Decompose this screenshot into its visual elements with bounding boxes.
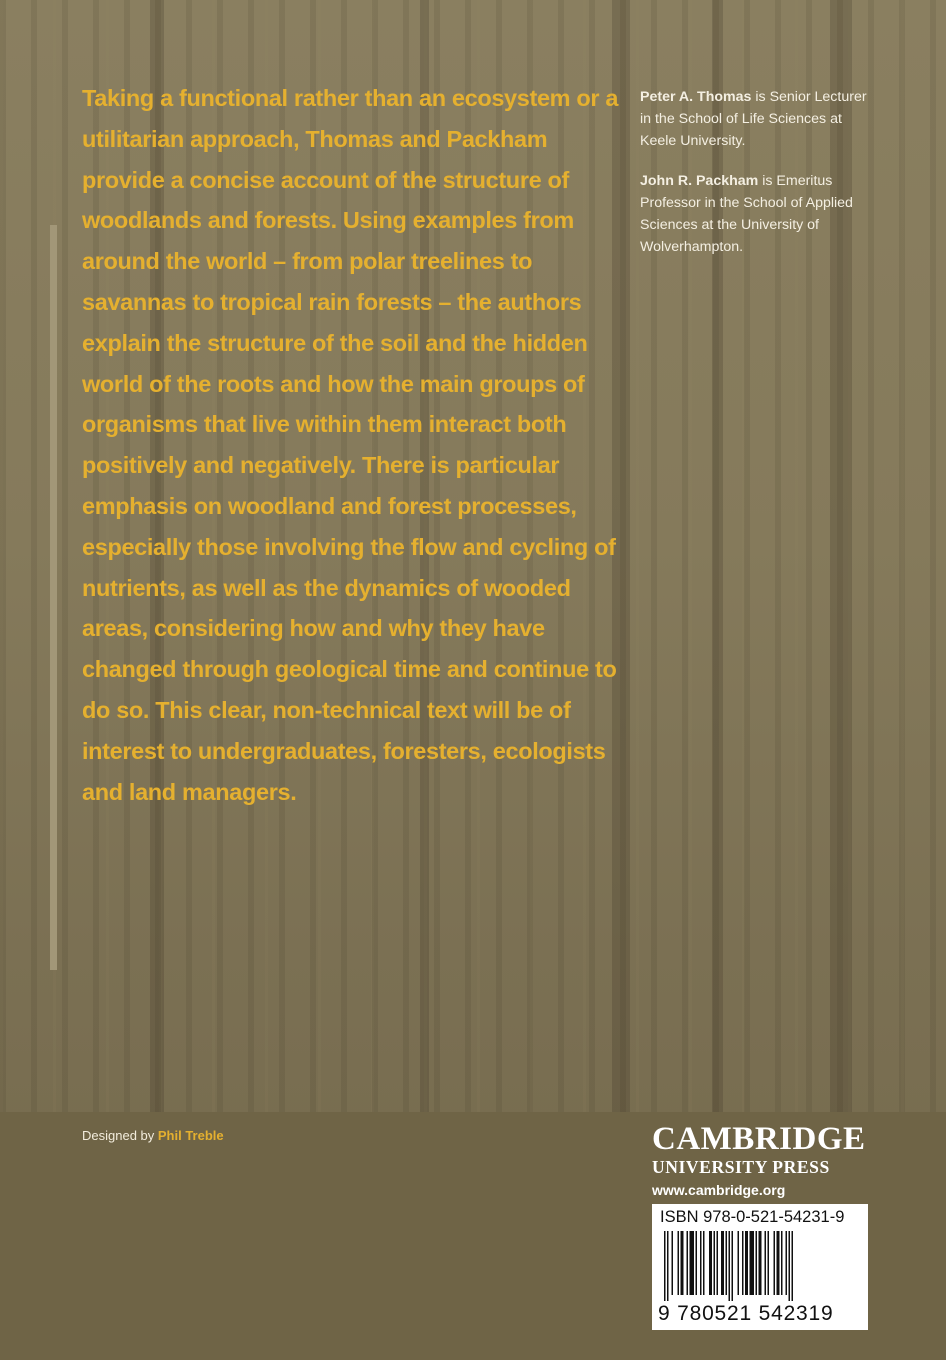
- book-description: Taking a functional rather than an ecosystem or a utilitarian approach, Thomas and Packham provide a concise account of the structure of woodlands and forests. Using examples from around the world – from polar treelines to savannas to tropical rain forests – the authors explain the structure of the soil and the hidden world of the roots and how the main groups of organisms that live within them interact both positively and negatively. There is particular emphasis on woodland and forest processes, especially those involving the flow and cycling of nutrients, as well as the dynamics of wooded areas, considering how and why they have changed through geological time and continue to do so. This clear, non-technical text will be of interest to undergraduates, foresters, ecologists and land managers.: [82, 85, 619, 805]
- barcode-bar: [774, 1231, 776, 1295]
- publisher-url: www.cambridge.org: [652, 1182, 786, 1198]
- barcode-bar: [681, 1231, 684, 1295]
- barcode-bar: [690, 1231, 695, 1295]
- barcode-bar: [714, 1231, 716, 1295]
- barcode-bar: [786, 1231, 788, 1295]
- barcode-bar: [717, 1231, 719, 1295]
- barcode-icon: [660, 1231, 860, 1303]
- barcode-bar: [781, 1231, 783, 1295]
- publisher-name: CAMBRIDGE: [652, 1121, 866, 1157]
- author-bio: [640, 86, 880, 153]
- barcode-bar: [709, 1231, 712, 1295]
- barcode-bar: [768, 1231, 770, 1295]
- author-name: Peter A. Thomas: [640, 89, 752, 105]
- barcode-bar: [792, 1231, 794, 1301]
- barcode-bar: [687, 1231, 689, 1295]
- barcode-panel: [652, 1204, 868, 1330]
- publisher-logo: [652, 1122, 868, 1201]
- designer-prefix: Designed by: [82, 1128, 158, 1143]
- barcode-bar: [696, 1231, 698, 1295]
- barcode-bar: [664, 1231, 666, 1301]
- author-name: John R. Packham: [640, 172, 759, 189]
- barcode-bar: [703, 1231, 705, 1295]
- barcode-bar: [738, 1231, 740, 1295]
- author-bio-text: is Senior Lecturer in the School of Life Sciences at Keele University.: [640, 89, 867, 150]
- barcode-bar: [745, 1231, 748, 1295]
- barcode-bar: [756, 1231, 758, 1295]
- barcode-bar: [726, 1231, 728, 1295]
- barcode-bar: [777, 1231, 780, 1295]
- designer-name: Phil Treble: [157, 1128, 224, 1143]
- author-bios: [640, 86, 880, 275]
- decorative-vertical-rule: [50, 225, 57, 970]
- author-bio: [640, 170, 880, 259]
- barcode-bar: [700, 1231, 702, 1295]
- barcode-bar: [750, 1231, 755, 1295]
- barcode-bar: [729, 1231, 731, 1301]
- author-bio-text: is Emeritus Professor in the School of Applied Sciences at the University of Wolverhampton.: [640, 172, 853, 256]
- designer-credit: [82, 1128, 224, 1143]
- barcode-bar: [732, 1231, 734, 1301]
- barcode-digits: 9 780521 542319: [658, 1302, 834, 1325]
- publisher-subtitle: UNIVERSITY PRESS: [652, 1157, 830, 1177]
- isbn-label: ISBN 978-0-521-54231-9: [660, 1208, 845, 1226]
- barcode-bar: [667, 1231, 669, 1301]
- barcode-bar: [742, 1231, 744, 1295]
- barcode-bar: [672, 1231, 674, 1295]
- barcode-bar: [789, 1231, 791, 1301]
- barcode-bar: [678, 1231, 680, 1295]
- barcode-bar: [759, 1231, 762, 1295]
- barcode-bar: [721, 1231, 724, 1295]
- barcode-bar: [765, 1231, 767, 1295]
